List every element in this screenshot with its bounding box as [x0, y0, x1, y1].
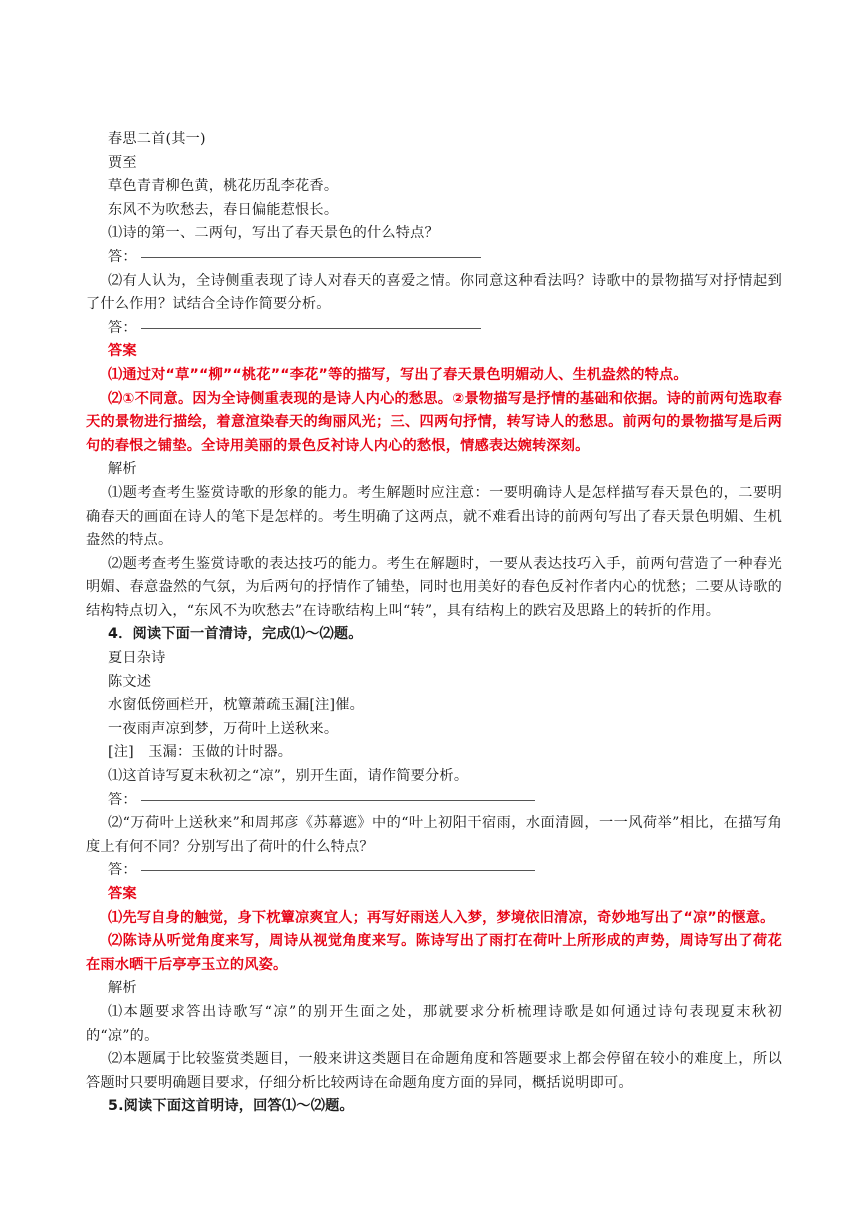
answer-heading: 答案: [108, 343, 137, 360]
answer-underline: [141, 327, 481, 329]
question-text: ⑵有人认为，全诗侧重表现了诗人对春天的喜爱之情。你同意这种看法吗？诗歌中的景物描写对抒情起到了什么作用？试结合全诗作简要分析。: [86, 272, 782, 313]
answer-text: ⑵陈诗从听觉角度来写，周诗从视觉角度来写。陈诗写出了雨打在荷叶上所形成的声势，周诗写出了荷花在雨水晒干后亭亭玉立的风姿。: [86, 933, 782, 973]
answer-label: 答：: [108, 791, 137, 808]
answer-underline: [141, 869, 535, 871]
question-text: ⑴这首诗写夏末秋初之“凉”，别开生面，请作简要分析。: [108, 768, 469, 785]
poem-line: 草色青青柳色黄，桃花历乱李花香。: [108, 178, 339, 195]
question-heading: 4．阅读下面一首清诗，完成⑴～⑵题。: [108, 626, 363, 643]
poem-title: 春思二首(其一): [108, 131, 206, 147]
poem-title: 夏日杂诗: [108, 650, 166, 667]
question-text: ⑵“万荷叶上送秋来”和周邦彦《苏幕遮》中的“叶上初阳干宿雨，水面清圆，一一风荷举”相比，在描写角度上有何不同？分别写出了荷叶的什么特点？: [86, 815, 782, 855]
answer-blank: [86, 246, 782, 270]
poem-author: 陈文述: [108, 673, 152, 690]
analysis-text: ⑵题考查考生鉴赏诗歌的表达技巧的能力。考生在解题时，一要从表达技巧入手，前两句营造了一种春光明媚、春意盎然的气氛，为后两句的抒情作了铺垫，同时也用美好的春色反衬作者内心的忧愁；二要从诗歌的结构特点切入，“东风不为吹愁去”在诗歌结构上叫“转”，具有结构上的跌宕及思路上的转折的作用。: [86, 555, 782, 619]
analysis-heading: 解析: [108, 980, 137, 997]
answer-label: 答：: [108, 862, 137, 879]
answer-label: 答：: [108, 319, 137, 336]
answer-heading: 答案: [108, 886, 137, 902]
answer-label: 答：: [108, 248, 137, 265]
answer-blank: [86, 789, 782, 813]
poem-note: [注] 玉漏：玉做的计时器。: [108, 744, 293, 761]
analysis-heading: 解析: [108, 461, 137, 478]
answer-blank: [86, 317, 782, 341]
answer-underline: [141, 799, 535, 801]
analysis-text: ⑵本题属于比较鉴赏类题目，一般来讲这类题目在命题角度和答题要求上都会停留在较小的难度上，所以答题时只要明确题目要求，仔细分析比较两诗在命题角度方面的异同，概括说明即可。: [86, 1051, 782, 1091]
answer-text: ⑴先写自身的触觉，身下枕簟凉爽宜人；再写好雨送人入梦，梦境依旧清凉，奇妙地写出了“凉”的惬意。: [108, 909, 775, 926]
poem-line: 东风不为吹愁去，春日偏能惹恨长。: [108, 201, 339, 218]
answer-blank: [86, 859, 782, 883]
page-content: [86, 128, 782, 1119]
question-text: ⑴诗的第一、二两句，写出了春天景色的什么特点？: [108, 225, 439, 242]
answer-text: ⑵①不同意。因为全诗侧重表现的是诗人内心的愁思。②景物描写是抒情的基础和依据。诗的前两句选取春天的景物进行描绘，着意渲染春天的绚丽风光；三、四两句抒情，转写诗人的愁思。前两句的景物描写是后两句的春恨之铺垫。全诗用美丽的景色反衬诗人内心的愁恨，情感表达婉转深刻。: [86, 390, 782, 454]
analysis-text: ⑴题考查考生鉴赏诗歌的形象的能力。考生解题时应注意：一要明确诗人是怎样描写春天景色的，二要明确春天的画面在诗人的笔下是怎样的。考生明确了这两点，就不难看出诗的前两句写出了春天景色明媚、生机盎然的特点。: [86, 484, 782, 549]
answer-text: ⑴通过对“草”“柳”“桃花”“李花”等的描写，写出了春天景色明媚动人、生机盎然的特点。: [108, 366, 688, 383]
poem-line: 水窗低傍画栏开，枕簟萧疏玉漏[注]催。: [108, 697, 365, 714]
poem-line: 一夜雨声凉到梦，万荷叶上送秋来。: [108, 720, 339, 737]
poem-author: 贾至: [108, 154, 137, 171]
question-heading: 5.阅读下面这首明诗，回答⑴～⑵题。: [108, 1098, 354, 1115]
analysis-text: ⑴本题要求答出诗歌写“凉”的别开生面之处，那就要求分析梳理诗歌是如何通过诗句表现夏末秋初的“凉”的。: [86, 1003, 782, 1044]
answer-underline: [141, 256, 481, 258]
